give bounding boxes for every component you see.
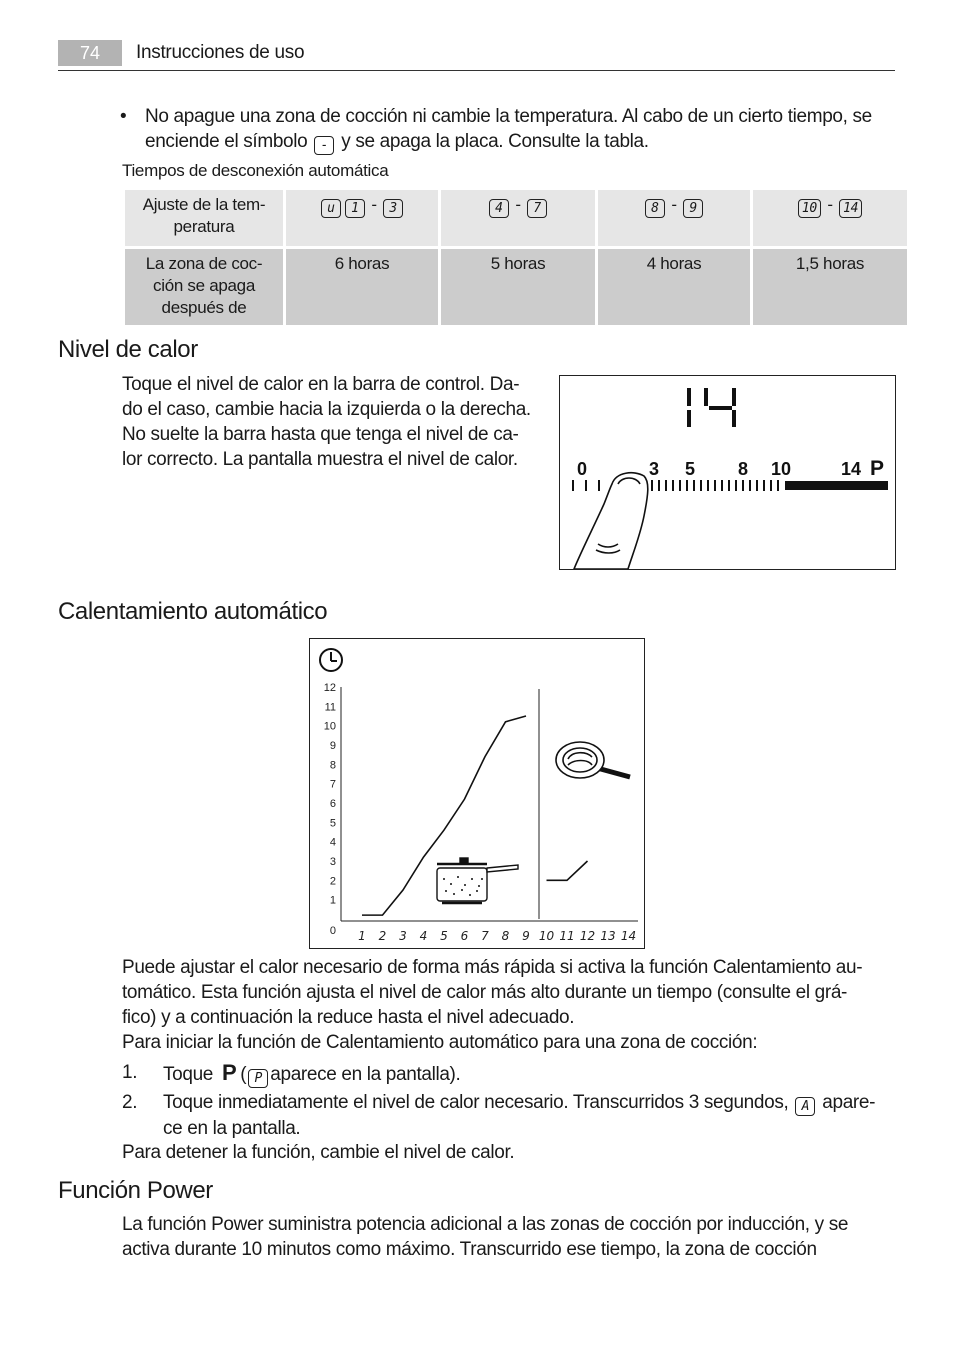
y-tick-label: 5 xyxy=(329,817,336,830)
y-tick-label: 0 xyxy=(329,925,336,937)
step-2-text-a: Toque inmediatamente el nivel de calor necesario. Transcurridos 3 segundos, xyxy=(163,1092,789,1113)
table-header-col3: 8 - 9 xyxy=(598,190,750,249)
clock-icon xyxy=(320,649,342,671)
frying-pan-icon xyxy=(556,742,630,778)
scale-label-14: 14 xyxy=(841,459,862,479)
p-symbol-icon: P xyxy=(221,1060,237,1085)
y-tick-label: 8 xyxy=(329,759,336,772)
x-tick-label: 6 xyxy=(460,929,469,943)
bullet-icon: • xyxy=(120,106,127,127)
control-bar-figure xyxy=(559,375,896,570)
calentamiento-para2: Para iniciar la función de Calentamiento automático para una zona de cocción: xyxy=(122,1032,758,1053)
level-to-3: 9 xyxy=(683,199,703,218)
level-to-1: 3 xyxy=(383,199,403,218)
x-tick-label: 14 xyxy=(620,929,637,943)
table-caption: Tiempos de desconexión automática xyxy=(122,161,389,180)
bullet-text xyxy=(145,104,890,155)
step-1-text-c: aparece en la pantalla). xyxy=(270,1064,461,1085)
x-tick-label: 11 xyxy=(559,929,575,943)
x-tick-label: 12 xyxy=(579,929,596,943)
scale-label-3: 3 xyxy=(649,459,660,479)
y-tick-label: 10 xyxy=(323,720,336,733)
table-header-col1: u 1 - 3 xyxy=(286,190,438,249)
p-display-icon: P xyxy=(248,1069,268,1088)
scale-label-5: 5 xyxy=(685,459,696,479)
y-tick-label: 3 xyxy=(329,856,336,868)
scale-ticks xyxy=(573,480,778,491)
scale-label-8: 8 xyxy=(738,459,749,479)
header-title: Instrucciones de uso xyxy=(136,42,305,63)
table-header-col2: 4 - 7 xyxy=(441,190,595,249)
x-tick-label: 3 xyxy=(399,929,407,943)
level-to-4: 14 xyxy=(839,199,862,218)
bullet-text-after: y se apaga la placa. Consulte la tabla. xyxy=(341,131,649,152)
a-display-icon: A xyxy=(795,1097,815,1116)
y-tick-label: 9 xyxy=(329,740,336,752)
level-from-2: 4 xyxy=(489,199,509,218)
x-tick-label: 13 xyxy=(600,929,616,943)
x-tick-label: 8 xyxy=(501,929,510,943)
step-2-number: 2. xyxy=(122,1092,138,1113)
scale-label-10: 10 xyxy=(771,459,792,479)
scale-label-p: P xyxy=(870,457,885,480)
calentamiento-para1: Puede ajustar el calor necesario de forma más rápida si activa la función Calentamiento au- tomático. Esta función ajusta el nivel de calor más alto durante un tiempo (consulte el grá- fico) y a continuación la reduce hasta el nivel adecuado. xyxy=(122,957,863,1028)
minus-symbol-icon: - xyxy=(314,136,334,155)
level-fill-bar xyxy=(785,481,888,490)
x-tick-label: 2 xyxy=(378,929,387,943)
x-tick-label: 4 xyxy=(419,929,428,943)
y-tick-label: 7 xyxy=(329,778,336,791)
header-divider xyxy=(58,70,895,71)
y-tick-label: 2 xyxy=(329,875,336,888)
page-number: 74 xyxy=(58,40,122,66)
table-header-col4: 10 - 14 xyxy=(753,190,907,249)
auto-off-table xyxy=(122,190,910,325)
heading-nivel-de-calor: Nivel de calor xyxy=(58,336,198,363)
y-tick-label: 1 xyxy=(329,894,336,907)
display-digits-icon xyxy=(689,388,734,427)
table-cell-hours-3: 4 horas xyxy=(598,249,750,325)
y-tick-label: 4 xyxy=(329,836,336,849)
series-line-2 xyxy=(547,861,588,880)
table-cell-hours-1: 6 horas xyxy=(286,249,438,325)
x-tick-label: 7 xyxy=(481,929,489,943)
heading-calentamiento: Calentamiento automático xyxy=(58,598,328,625)
nivel-text: Toque el nivel de calor en la barra de control. Da- do el caso, cambie hacia la izquierda o la derecha. No suelte la barra hasta que tenga el nivel de ca- lor correcto. La pantalla muestra el nivel de calor. xyxy=(122,374,531,470)
x-tick-label: 9 xyxy=(522,929,530,943)
level-from-3: 8 xyxy=(645,199,665,218)
y-tick-label: 11 xyxy=(324,701,336,714)
step-2-text-c: ce en la pantalla. xyxy=(163,1118,301,1139)
y-tick-label: 6 xyxy=(329,798,336,810)
heading-funcion-power: Función Power xyxy=(58,1177,213,1204)
pot-icon xyxy=(437,858,518,903)
step-1-text-a: Toque xyxy=(163,1064,214,1085)
level-to-2: 7 xyxy=(527,199,547,218)
bullet-text-before: No apague una zona de cocción ni cambie la temperatura. Al cabo de un cierto tiempo, se enciende el símbolo xyxy=(145,106,872,152)
table-row1-label: Ajuste de la tem- peratura xyxy=(125,190,283,249)
y-tick-label: 12 xyxy=(323,682,336,694)
level-from-1: 1 xyxy=(345,199,365,218)
control-bar-svg xyxy=(560,376,895,569)
calentamiento-chart xyxy=(309,638,645,949)
step-1-text-b: ( xyxy=(240,1064,247,1085)
x-tick-label: 5 xyxy=(440,929,448,943)
symbol-u-icon: u xyxy=(321,199,341,218)
scale-label-0: 0 xyxy=(577,459,588,479)
step-1-text xyxy=(163,1060,893,1088)
step-2-text xyxy=(163,1090,895,1141)
x-tick-label: 10 xyxy=(538,929,555,943)
x-tick-label: 1 xyxy=(358,929,366,943)
table-cell-hours-4: 1,5 horas xyxy=(753,249,907,325)
display-value: 14 xyxy=(560,376,562,377)
level-from-4: 10 xyxy=(798,199,821,218)
calentamiento-para3: Para detener la función, cambie el nivel de calor. xyxy=(122,1142,515,1163)
calentamiento-chart-svg xyxy=(310,639,644,948)
step-1-number: 1. xyxy=(122,1062,138,1083)
power-text: La función Power suministra potencia adicional a las zonas de cocción por inducción, y se activa durante 10 minutos como máximo. Transcurrido ese tiempo, la zona de cocción xyxy=(122,1214,849,1260)
table-row2-label: La zona de coc- ción se apaga después de xyxy=(125,249,283,325)
table-cell-hours-2: 5 horas xyxy=(441,249,595,325)
step-2-text-b: apare- xyxy=(822,1092,876,1113)
